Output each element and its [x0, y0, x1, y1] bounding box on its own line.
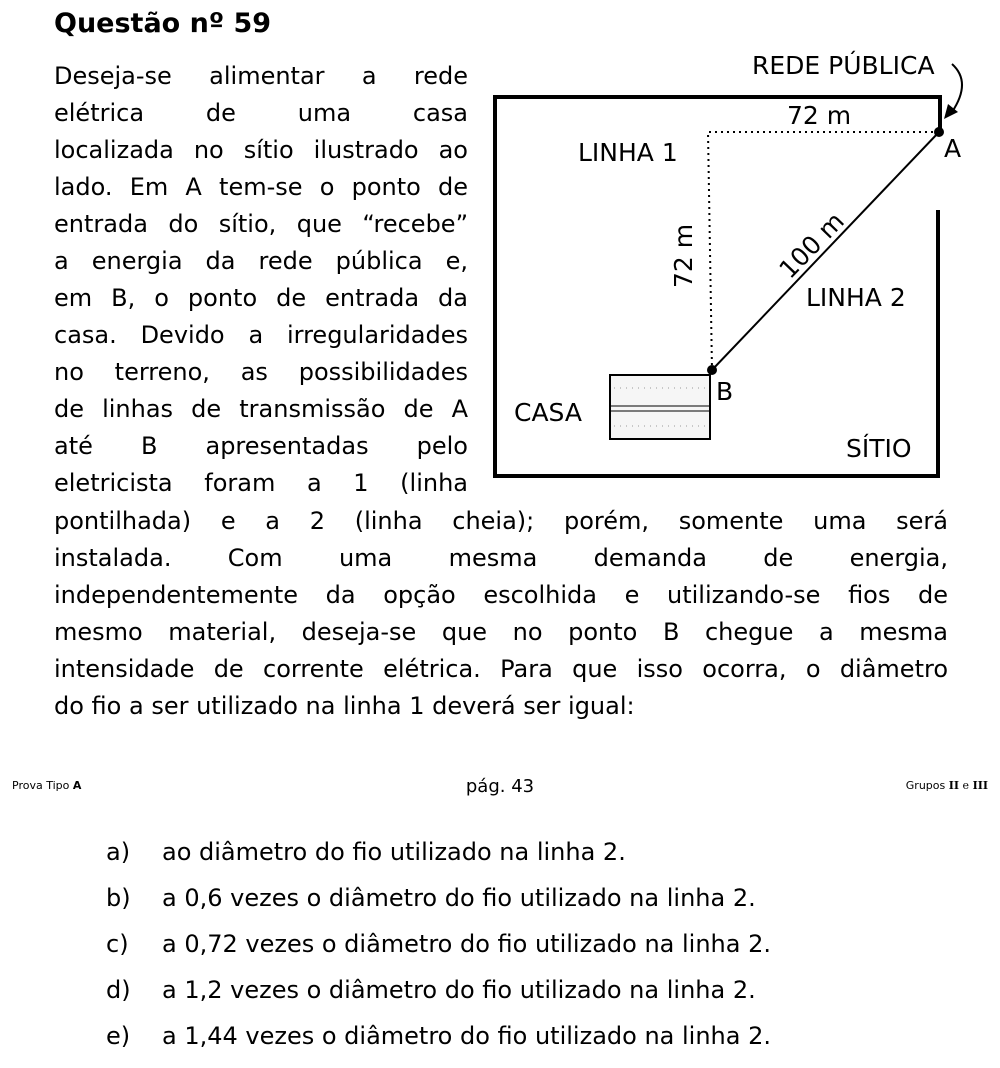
point-b-dot: [707, 365, 717, 375]
question-text-line: localizada no sítio ilustrado ao: [54, 136, 468, 164]
linha2-label: LINHA 2: [806, 283, 906, 312]
option-b: b) a 0,6 vezes o diâmetro do fio utilizado na linha 2.: [106, 884, 756, 912]
question-title: Questão nº 59: [54, 8, 272, 39]
question-text-line: a energia da rede pública e,: [54, 247, 468, 275]
question-text-line: pontilhada) e a 2 (linha cheia); porém, somente uma será: [54, 507, 948, 535]
horizontal-length-label: 72 m: [787, 101, 852, 130]
casa-label: CASA: [514, 398, 582, 427]
rede-publica-label: REDE PÚBLICA: [752, 51, 935, 80]
linha1-label: LINHA 1: [578, 138, 678, 167]
question-text-line: de linhas de transmissão de A: [54, 395, 468, 423]
point-b-label: B: [716, 377, 734, 406]
option-c: c) a 0,72 vezes o diâmetro do fio utilizado na linha 2.: [106, 930, 771, 958]
question-text-line: instalada. Com uma mesma demanda de energia,: [54, 544, 948, 572]
option-a: a) ao diâmetro do fio utilizado na linha 2.: [106, 838, 626, 866]
diagonal-length-label: 100 m: [773, 206, 850, 285]
option-d: d) a 1,2 vezes o diâmetro do fio utilizado na linha 2.: [106, 976, 756, 1004]
question-text-line: mesmo material, deseja-se que no ponto B chegue a mesma: [54, 618, 948, 646]
question-text-line: do fio a ser utilizado na linha 1 deverá ser igual:: [54, 692, 635, 720]
sitio-label: SÍTIO: [846, 434, 912, 463]
question-text-line: até B apresentadas pelo: [54, 432, 468, 460]
footer-left: Prova Tipo A: [12, 779, 82, 792]
question-text-line: Deseja-se alimentar a rede: [54, 62, 468, 90]
question-text-line: em B, o ponto de entrada da: [54, 284, 468, 312]
rede-publica-arrow: [952, 64, 962, 112]
question-text-line: intensidade de corrente elétrica. Para que isso ocorra, o diâmetro: [54, 655, 948, 683]
page-number: pág. 43: [465, 776, 535, 797]
house-icon: [610, 375, 710, 439]
point-a-label: A: [944, 134, 962, 163]
question-text-line: independentemente da opção escolhida e utilizando-se fios de: [54, 581, 948, 609]
footer-right: Grupos II e III: [905, 779, 988, 792]
option-e: e) a 1,44 vezes o diâmetro do fio utilizado na linha 2.: [106, 1022, 771, 1050]
vertical-length-label: 72 m: [669, 223, 698, 288]
question-text-line: casa. Devido a irregularidades: [54, 321, 468, 349]
question-text-line: entrada do sítio, que “recebe”: [54, 210, 468, 238]
question-text-line: lado. Em A tem-se o ponto de: [54, 173, 468, 201]
site-diagram: [480, 40, 1000, 500]
question-text-line: elétrica de uma casa: [54, 99, 468, 127]
question-text-line: no terreno, as possibilidades: [54, 358, 468, 386]
question-text-line: eletricista foram a 1 (linha: [54, 469, 468, 497]
point-a-dot: [934, 127, 944, 137]
